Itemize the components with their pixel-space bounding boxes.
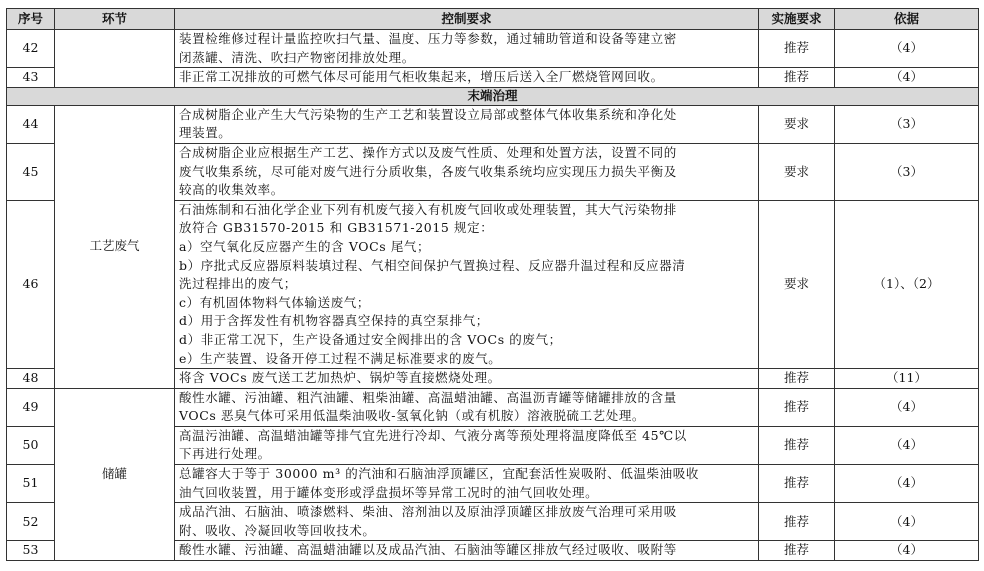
requirement-cell [175,143,759,200]
requirement-line: 附、吸收、冷凝回收等回收技术。 [179,522,376,538]
requirement-cell [175,465,759,503]
header-stage: 环节 [55,9,175,30]
implementation-cell: 推荐 [759,426,835,464]
implementation-cell: 推荐 [759,369,835,389]
implementation-cell: 推荐 [759,388,835,426]
row-number: 44 [7,105,55,143]
stage-process-exhaust: 工艺废气 [55,105,175,388]
requirement-line: 闭蒸罐、清洗、吹扫产物密闭排放处理。 [179,49,415,65]
section-title: 末端治理 [7,87,979,105]
basis-cell: （1）、（2） [835,200,979,368]
stage-cell-empty [55,30,175,88]
implementation-cell: 推荐 [759,465,835,503]
basis-cell: （4） [835,503,979,541]
row-number: 52 [7,503,55,541]
row-number: 48 [7,369,55,389]
requirement-cell [175,369,759,389]
requirement-line: 合成树脂企业产生大气污染物的生产工艺和装置设立局部或整体气体收集系统和净化处 [179,106,677,122]
implementation-cell: 推荐 [759,541,835,561]
requirement-cell [175,200,759,368]
requirement-line: VOCs 恶臭气体可采用低温柴油吸收-氢氧化钠（或有机胺）溶液脱硫工艺处理。 [179,408,646,424]
requirement-line: 石油炼制和石油化学企业下列有机废气接入有机废气回收或处理装置，其大气污染物排 [179,201,677,217]
basis-cell: （11） [835,369,979,389]
row-number: 43 [7,68,55,88]
implementation-cell: 要求 [759,143,835,200]
implementation-cell: 要求 [759,105,835,143]
requirement-line: 成品汽油、石脑油、喷漆燃料、柴油、溶剂油以及原油浮顶罐区排放废气治理可采用吸 [179,504,677,520]
implementation-cell: 要求 [759,200,835,368]
header-requirement: 控制要求 [175,9,759,30]
row-number: 45 [7,143,55,200]
row-number: 51 [7,465,55,503]
header-num: 序号 [7,9,55,30]
table-row [7,105,979,143]
basis-cell: （4） [835,388,979,426]
requirement-line: 酸性水罐、污油罐、粗汽油罐、粗柴油罐、高温蜡油罐、高温沥青罐等储罐排放的含量 [179,389,677,405]
basis-cell: （4） [835,426,979,464]
requirement-line: 较高的收集效率。 [179,182,284,198]
requirement-cell [175,541,759,561]
row-number: 46 [7,200,55,368]
header-implementation: 实施要求 [759,9,835,30]
basis-cell: （3） [835,143,979,200]
requirement-line: 理装置。 [179,125,232,141]
requirement-cell [175,105,759,143]
section-row [7,87,979,105]
requirement-line: 下再进行处理。 [179,446,271,462]
control-requirements-table [6,8,979,561]
basis-cell: （4） [835,30,979,68]
row-number: 49 [7,388,55,426]
requirement-line: 洗过程排出的废气； [179,276,297,292]
requirement-line: d）非正常工况下，生产设备通过安全阀排出的含 VOCs 的废气； [179,331,562,347]
requirement-line: b）序批式反应器原料装填过程、气相空间保护气置换过程、反应器升温过程和反应器清 [179,257,686,273]
requirement-line: 总罐容大于等于 30000 m³ 的汽油和石脑油浮顶罐区，宜配套活性炭吸附、低温柴油吸收 [179,466,699,482]
requirement-line: 放符合 GB31570-2015 和 GB31571-2015 规定： [179,220,494,236]
requirement-cell [175,30,759,68]
requirement-line: 油气回收装置，用于罐体变形或浮盘损坏等异常工况时的油气回收处理。 [179,484,599,500]
requirement-cell [175,388,759,426]
implementation-cell: 推荐 [759,30,835,68]
table-row [7,388,979,426]
requirement-line: c）有机固体物料气体输送废气； [179,294,371,310]
table-row [7,30,979,68]
implementation-cell: 推荐 [759,503,835,541]
requirement-line: 合成树脂企业应根据生产工艺、操作方式以及废气性质、处理和处置方法，设置不同的 [179,144,677,160]
requirement-line: 非正常工况排放的可燃气体尽可能用气柜收集起来，增压后送入全厂燃烧管网回收。 [179,69,664,85]
requirement-cell [175,426,759,464]
basis-cell: （4） [835,541,979,561]
row-number: 42 [7,30,55,68]
requirement-line: 将含 VOCs 废气送工艺加热炉、锅炉等直接燃烧处理。 [179,370,501,386]
requirement-line: 装置检维修过程计量监控吹扫气量、温度、压力等参数，通过辅助管道和设备等建立密 [179,31,677,46]
row-number: 50 [7,426,55,464]
table-header-row [7,9,979,30]
basis-cell: （4） [835,68,979,88]
basis-cell: （3） [835,105,979,143]
requirement-line: 废气收集系统，尽可能对废气进行分质收集，各废气收集系统均应实现压力损失平衡及 [179,163,677,179]
basis-cell: （4） [835,465,979,503]
requirement-cell [175,68,759,88]
stage-storage-tank: 储罐 [55,388,175,560]
header-basis: 依据 [835,9,979,30]
implementation-cell: 推荐 [759,68,835,88]
requirement-line: e）生产装置、设备开停工过程不满足标准要求的废气。 [179,350,502,366]
requirement-line: 高温污油罐、高温蜡油罐等排气宜先进行冷却、气液分离等预处理将温度降低至 45℃以 [179,427,687,443]
requirement-line: d）用于含挥发性有机物容器真空保持的真空泵排气； [179,313,489,329]
requirement-line: a）空气氧化反应器产生的含 VOCs 尾气； [179,238,431,254]
requirement-line: 酸性水罐、污油罐、高温蜡油罐以及成品汽油、石脑油等罐区排放气经过吸收、吸附等 [179,542,677,558]
requirement-cell [175,503,759,541]
row-number: 53 [7,541,55,561]
